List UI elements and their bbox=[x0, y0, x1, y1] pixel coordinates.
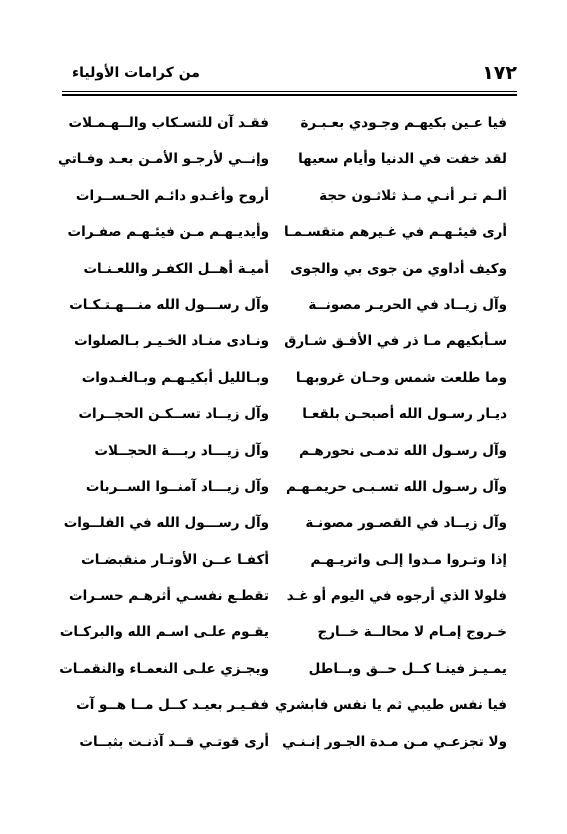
verse-line bbox=[64, 694, 507, 730]
verse-line bbox=[59, 658, 507, 694]
verse-line bbox=[64, 258, 507, 294]
verse-first-hemistich: فلولا الذي أرجوه في اليوم أو غـد bbox=[286, 588, 507, 605]
verse-second-hemistich: وآل رســـول الله منـــهـتـكـات bbox=[69, 296, 269, 313]
verse-second-hemistich: ونـادى منـاد الخـيـر بـالصلوات bbox=[74, 333, 269, 350]
verse-line bbox=[58, 148, 507, 184]
verse-second-hemistich: فقـد آن للتسـكاب والــهـمـلات bbox=[68, 115, 269, 131]
verse-line bbox=[64, 185, 507, 221]
verse-first-hemistich: وآل رسـول الله تسـبـى حريمـهـم bbox=[286, 478, 507, 495]
running-title: من كرامات الأولياء bbox=[72, 65, 200, 81]
verse-first-hemistich: لقد خفت في الدنيا وأيام سعيها bbox=[298, 151, 507, 168]
header-rule-thick bbox=[62, 94, 517, 96]
verse-first-hemistich: وآل رسـول الله تدمـى نحورهـم bbox=[299, 442, 507, 459]
verse-second-hemistich: تقطـع نفسـي أثرهـم حسـرات bbox=[69, 588, 269, 605]
verse-second-hemistich: أروح وأغـدو دائـم الحـســرات bbox=[75, 187, 269, 204]
verse-second-hemistich: وإنــي لأرجـو الأمـن بعـد وفـاتي bbox=[58, 151, 269, 168]
page-number: ١٧٢ bbox=[482, 62, 517, 84]
verse-first-hemistich: أرى فيئـهـم في غـيرهم متقسـمـا bbox=[283, 224, 507, 241]
verse-line bbox=[64, 512, 507, 548]
verse-second-hemistich: وأيديـهـم مـن فيئـهـم صفـرات bbox=[67, 224, 269, 241]
verse-line bbox=[64, 294, 507, 330]
verse-second-hemistich: أميـة أهــل الكفـر واللعـنـات bbox=[83, 260, 269, 277]
verse-second-hemistich: أكفـا عــن الأوتـار منقبضـات bbox=[81, 551, 269, 568]
page-header bbox=[62, 62, 517, 88]
verse-line bbox=[59, 621, 507, 657]
verse-second-hemistich: يقـوم علـى اسـم الله والبركـات bbox=[59, 624, 269, 641]
verse-first-hemistich: فيا عـين بكيهـم وجـودي بعـبـرة bbox=[300, 115, 507, 131]
verse-second-hemistich: ففـيـر بعيـد كــل مــا هــو آت bbox=[76, 697, 269, 714]
poem bbox=[58, 112, 507, 767]
verse-second-hemistich: ويجـزي علـى النعمـاء والنقمـات bbox=[59, 660, 269, 677]
verse-line bbox=[64, 585, 507, 621]
verse-line bbox=[64, 330, 507, 366]
verse-first-hemistich: وآل زيــاد في القصـور مصونـة bbox=[305, 515, 507, 532]
verse-second-hemistich: وآل زيـــاد ربـــة الحجــلات bbox=[94, 442, 269, 459]
verse-first-hemistich: خـروج إمـام لا محالــة خــارج bbox=[317, 624, 507, 641]
verse-first-hemistich: فيا نفس طيبي ثم يا نفس فابشري bbox=[274, 697, 507, 714]
verse-first-hemistich: وكيف أداوي من جوى بي والجوى bbox=[290, 260, 507, 277]
verse-line bbox=[64, 440, 507, 476]
verse-first-hemistich: وما طلعت شمس وحـان غروبهـا bbox=[295, 369, 507, 386]
verse-line bbox=[64, 367, 507, 403]
verse-line bbox=[64, 476, 507, 512]
verse-first-hemistich: سـأبكيهم مـا ذر في الأفـق شـارق bbox=[284, 333, 507, 350]
verse-line bbox=[64, 731, 507, 767]
verse-first-hemistich: وآل زيــاد في الحريـر مصونــة bbox=[308, 296, 507, 313]
verse-first-hemistich: ولا تجزعـي مـن مـدة الجـور إنـنـي bbox=[282, 733, 507, 750]
verse-second-hemistich: وآل زيـــاد آمنــوا الســربات bbox=[85, 478, 269, 495]
verse-second-hemistich: وآل زيــاد تســكـن الحجــرات bbox=[78, 406, 269, 423]
verse-line bbox=[64, 403, 507, 439]
verse-first-hemistich: ديـار رسـول الله أصبحـن بلقعـا bbox=[302, 406, 507, 423]
verse-first-hemistich: إذا وتـروا مـدوا إلـى واتريـهـم bbox=[310, 551, 507, 568]
verse-line bbox=[64, 549, 507, 585]
verse-second-hemistich: وبـالليل أبكيـهـم وبـالغـدوات bbox=[81, 369, 269, 386]
verse-second-hemistich: أرى قوتـي قــد آذنـت بثبــات bbox=[79, 733, 269, 750]
header-rule-thin bbox=[62, 91, 517, 92]
verse-second-hemistich: وآل رســـول الله في الفلــوات bbox=[63, 515, 269, 532]
verse-line bbox=[64, 221, 507, 257]
verse-line bbox=[64, 112, 507, 148]
verse-first-hemistich: يمـيـز فينـا كــل حــق وبــاطل bbox=[308, 660, 507, 677]
verse-first-hemistich: ألـم تـر أنـي مـذ ثلاثـون حجة bbox=[319, 187, 507, 204]
